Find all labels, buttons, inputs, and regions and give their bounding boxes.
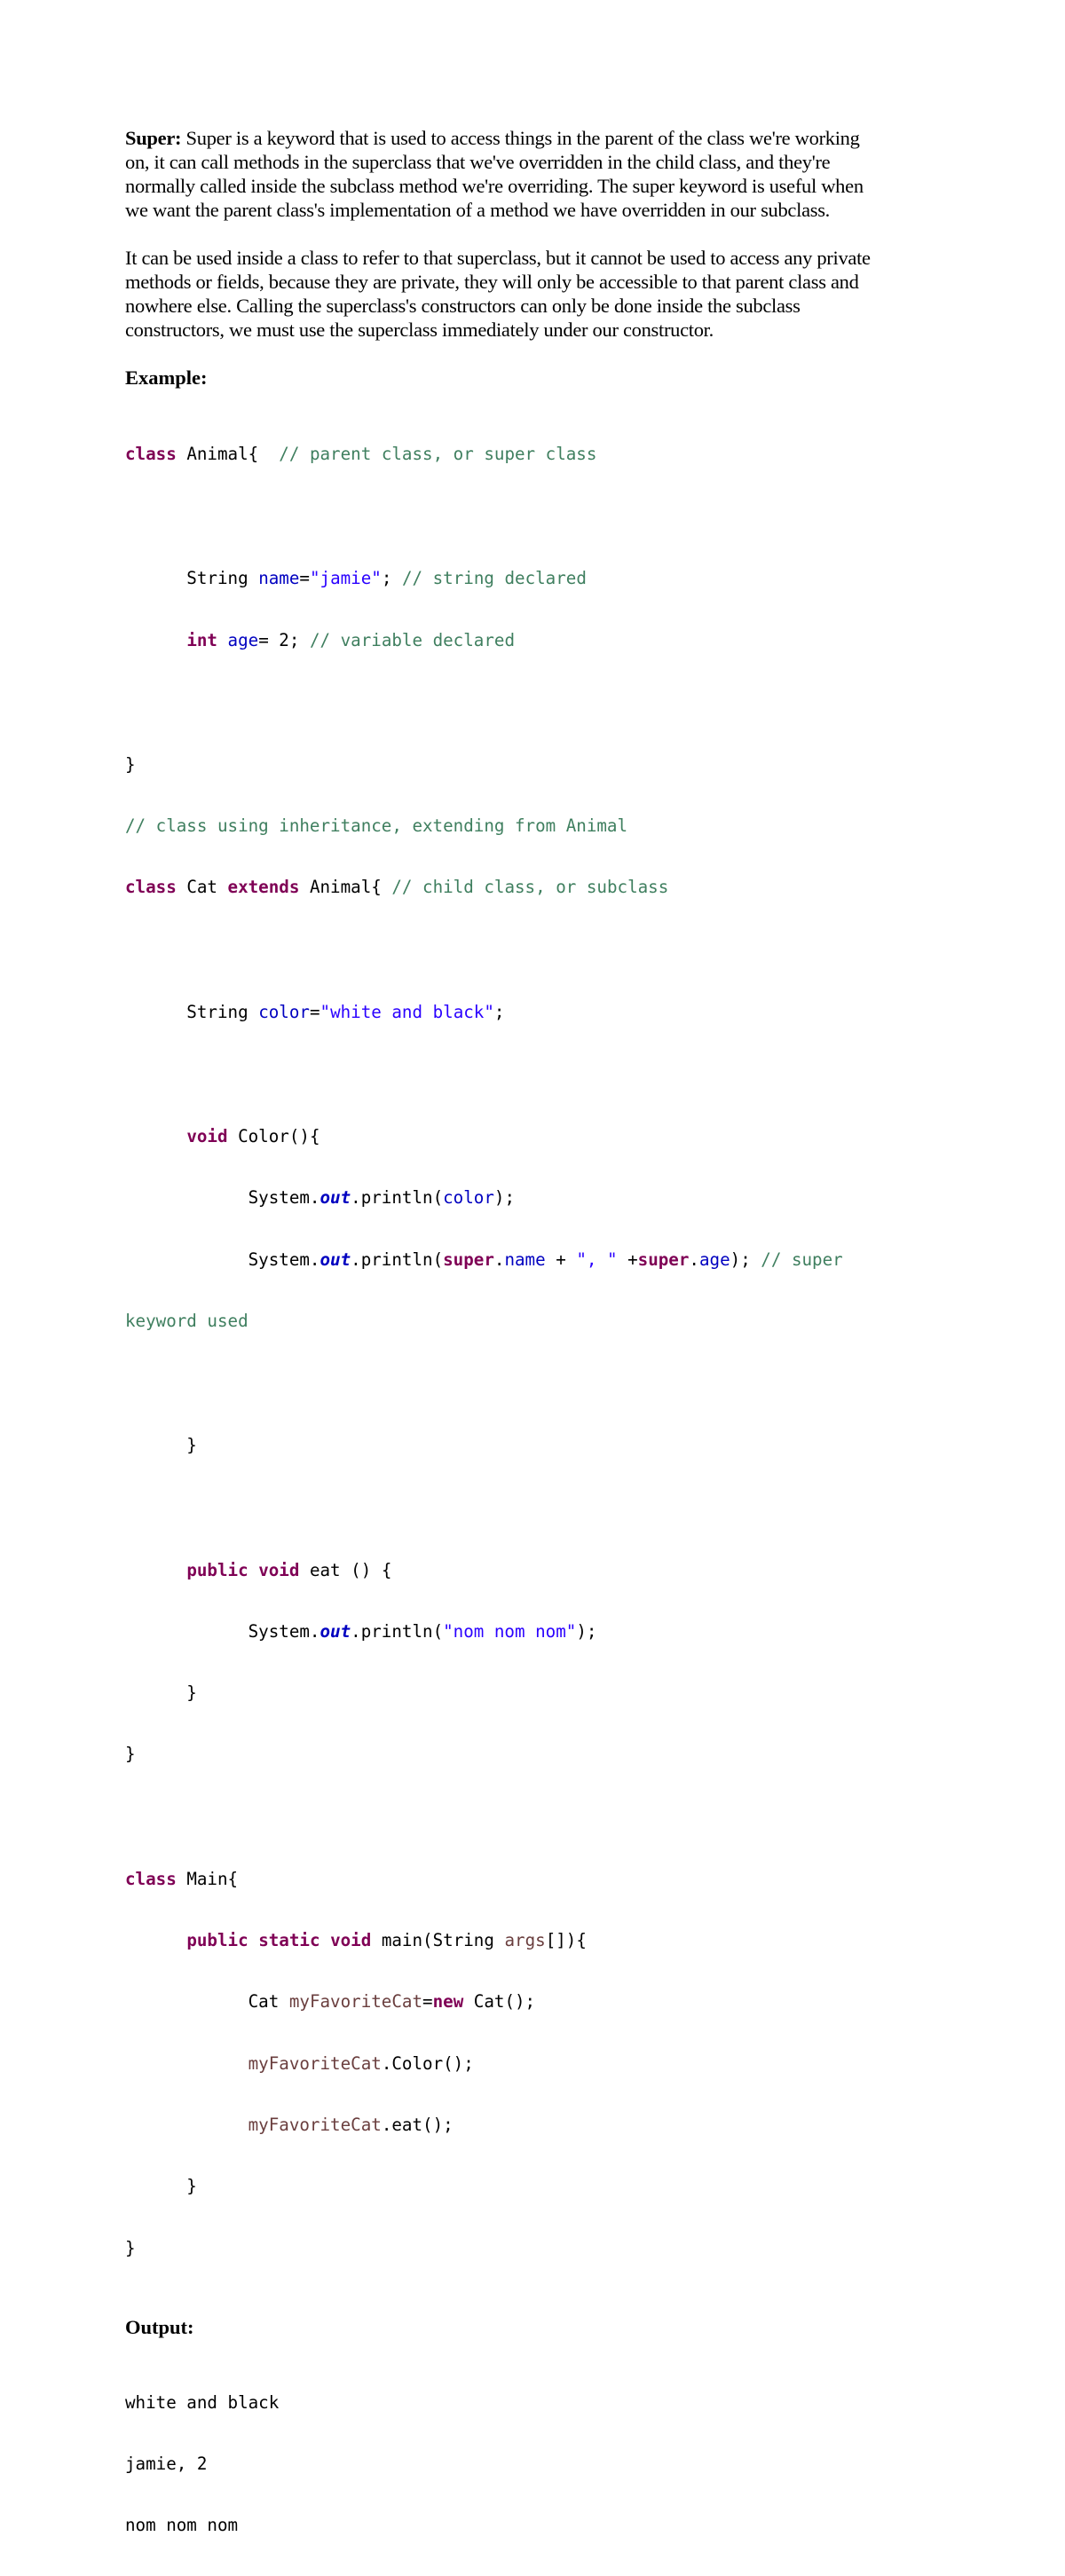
output-block <box>125 2351 942 2576</box>
code-line: } <box>125 1682 197 1704</box>
code-line: myFavoriteCat.eat(); <box>248 2114 454 2135</box>
code-line: void Color(){ <box>186 1126 320 1147</box>
code-line: myFavoriteCat.Color(); <box>248 2052 474 2074</box>
output-heading: Output: <box>125 2315 194 2338</box>
intro-paragraph <box>125 126 942 222</box>
code-line: System.out.println(super.name + ", " +super.age); // super <box>125 1249 843 1270</box>
intro-line: on, it can call methods in the superclass that we've overridden in the child class, and they're <box>125 151 831 173</box>
intro-line: normally called inside the subclass method we're overriding. The super keyword is useful when <box>125 175 864 197</box>
document-page <box>125 126 942 2576</box>
super-term: Super: <box>125 127 182 149</box>
paragraph-line: It can be used inside a class to refer to that superclass, but it cannot be used to access any private <box>125 247 871 269</box>
code-line: public static void main(String args[]){ <box>186 1930 587 1951</box>
intro-line: we want the parent class's implementation of a method we have overridden in our subclass. <box>125 199 830 221</box>
paragraph-line: nowhere else. Calling the superclass's constructors can only be done inside the subclass <box>125 295 801 317</box>
code-line: class Cat extends Animal{ // child class, or subclass <box>125 877 669 898</box>
code-line: System.out.println(color); <box>125 1187 515 1209</box>
code-line: Cat myFavoriteCat=new Cat(); <box>125 1991 536 2013</box>
intro-line: Super: Super is a keyword that is used to access things in the parent of the class we're working <box>125 127 860 149</box>
code-line: } <box>125 753 136 775</box>
code-line: class Animal{ // parent class, or super class <box>125 444 597 464</box>
code-line: } <box>125 1744 136 1765</box>
paragraph-line: methods or fields, because they are private, they will only be accessible to that parent class and <box>125 271 859 293</box>
paragraph-line: constructors, we must use the superclass immediately under our constructor. <box>125 319 714 341</box>
second-paragraph <box>125 246 942 342</box>
code-line: // class using inheritance, extending from Animal <box>125 815 628 837</box>
code-line: } <box>125 2237 136 2258</box>
code-line: class Main{ <box>125 1868 239 1889</box>
output-line: jamie, 2 <box>125 2453 208 2474</box>
code-line: String color="white and black"; <box>125 1001 505 1022</box>
code-block <box>125 403 942 2299</box>
code-line: String name="jamie"; // string declared <box>125 568 587 589</box>
code-line: keyword used <box>125 1310 248 1331</box>
example-heading: Example: <box>125 366 208 389</box>
code-line: System.out.println("nom nom nom"); <box>125 1620 597 1642</box>
code-line: } <box>125 2176 197 2197</box>
code-line: } <box>125 1435 197 1456</box>
code-line: public void eat () { <box>186 1559 392 1580</box>
output-line: nom nom nom <box>125 2514 239 2535</box>
code-line: int age= 2; // variable declared <box>186 629 515 650</box>
output-line: white and black <box>125 2391 280 2413</box>
